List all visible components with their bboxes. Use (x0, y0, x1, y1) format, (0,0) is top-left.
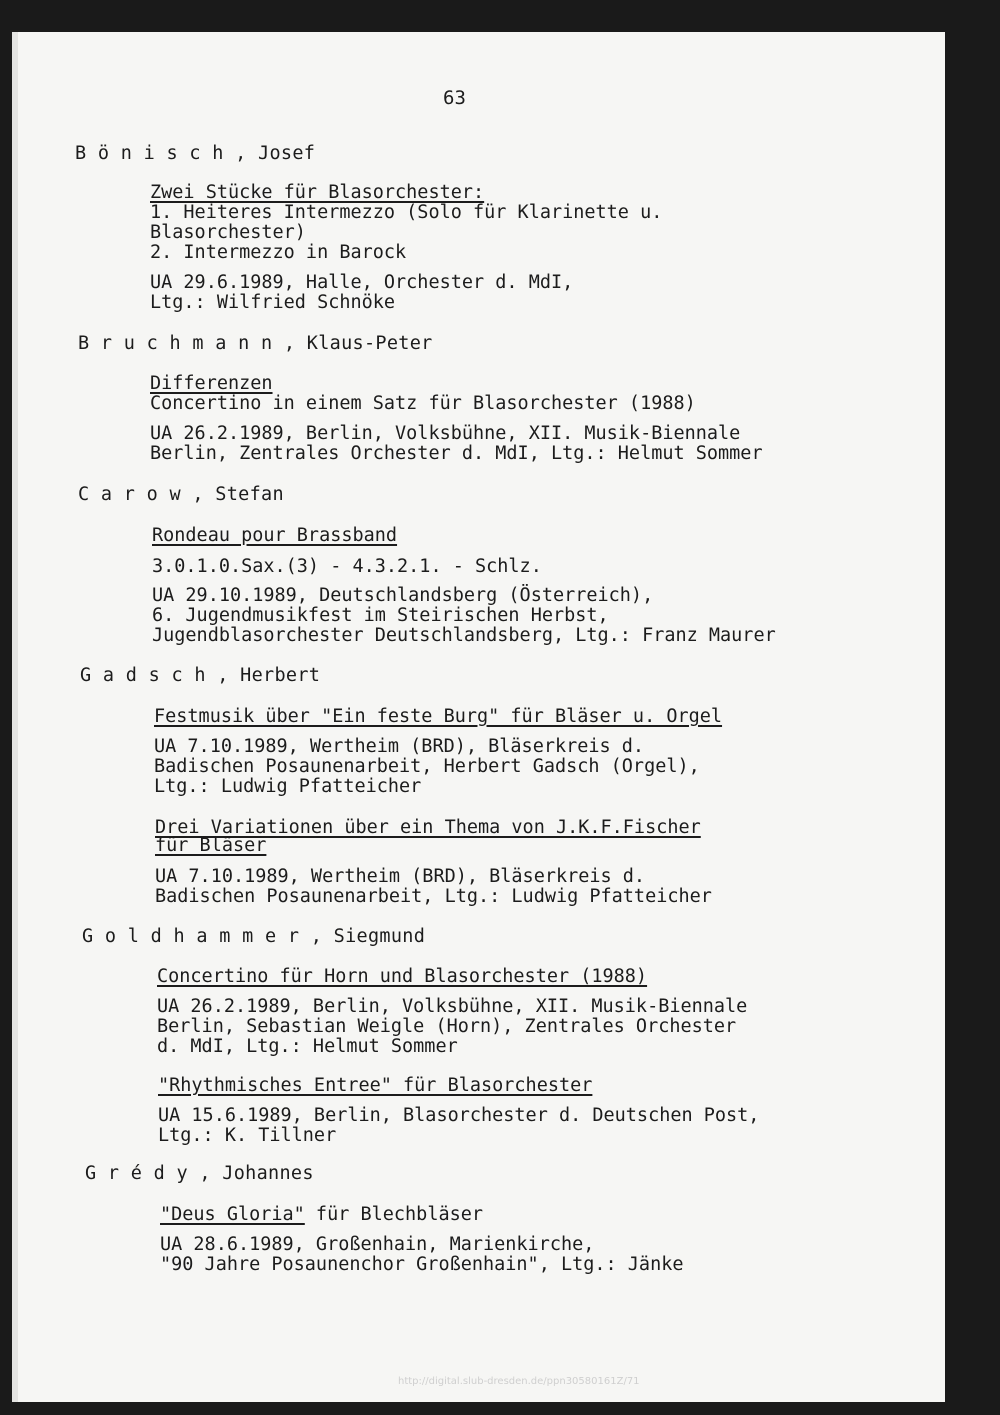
work-title: "Rhythmisches Entree" für Blasorchester (158, 1075, 593, 1096)
performance-line: UA 7.10.1989, Wertheim (BRD), Bläserkreis d. (154, 736, 645, 757)
work-title: Drei Variationen über ein Thema von J.K.F.Fischer (155, 817, 701, 838)
performance-line: UA 26.2.1989, Berlin, Volksbühne, XII. Musik-Biennale (150, 423, 741, 444)
composer-name: G r é d y , Johannes (85, 1163, 314, 1184)
performance-line: Badischen Posaunenarbeit, Ltg.: Ludwig Pfatteicher (155, 886, 712, 907)
work-title: Zwei Stücke für Blasorchester: (150, 182, 485, 203)
page-number: 63 (443, 87, 466, 109)
performance-line: d. MdI, Ltg.: Helmut Sommer (157, 1036, 458, 1057)
performance-line: UA 28.6.1989, Großenhain, Marienkirche, (160, 1234, 595, 1255)
performance-line: Jugendblasorchester Deutschlandsberg, Ltg.: Franz Maurer (152, 625, 776, 646)
footer-url: http://digital.slub-dresden.de/ppn30580161Z/71 (398, 1376, 640, 1387)
work-title: Differenzen (150, 373, 273, 394)
work-line: 2. Intermezzo in Barock (150, 242, 407, 263)
page-edge (12, 32, 18, 1402)
work-title (160, 1205, 483, 1225)
performance-line: Berlin, Sebastian Weigle (Horn), Zentrales Orchester (157, 1016, 737, 1037)
performance-line: 6. Jugendmusikfest im Steirischen Herbst, (152, 605, 609, 626)
performance-line: UA 29.6.1989, Halle, Orchester d. MdI, (150, 272, 574, 293)
work-line: 1. Heiteres Intermezzo (Solo für Klarinette u. (150, 202, 663, 223)
composer-name: G o l d h a m m e r , Siegmund (82, 926, 426, 947)
composer-name: B r u c h m a n n , Klaus-Peter (78, 333, 433, 354)
work-line: 3.0.1.0.Sax.(3) - 4.3.2.1. - Schlz. (152, 556, 542, 577)
composer-name: G a d s c h , Herbert (80, 665, 321, 686)
composer-name: B ö n i s c h , Josef (75, 143, 316, 164)
performance-line: Ltg.: Ludwig Pfatteicher (154, 776, 422, 797)
performance-line: Ltg.: K. Tillner (158, 1125, 337, 1146)
performance-line: "90 Jahre Posaunenchor Großenhain", Ltg.: Jänke (160, 1254, 684, 1275)
performance-line: Ltg.: Wilfried Schnöke (150, 292, 396, 313)
work-title: Rondeau pour Brassband (152, 525, 398, 546)
work-title: Concertino für Horn und Blasorchester (1988) (157, 966, 648, 987)
performance-line: Berlin, Zentrales Orchester d. MdI, Ltg.: Helmut Sommer (150, 443, 763, 464)
performance-line: UA 29.10.1989, Deutschlandsberg (Österreich), (152, 585, 654, 606)
composer-name: C a r o w , Stefan (78, 484, 284, 505)
work-title: Festmusik über "Ein feste Burg" für Bläser u. Orgel (154, 706, 723, 727)
work-line: Concertino in einem Satz für Blasorchester (1988) (150, 393, 696, 414)
performance-line: UA 7.10.1989, Wertheim (BRD), Bläserkreis d. (155, 866, 646, 887)
work-title-rest: für Blechbläser (304, 1204, 484, 1225)
performance-line: Badischen Posaunenarbeit, Herbert Gadsch (Orgel), (154, 756, 700, 777)
performance-line: UA 26.2.1989, Berlin, Volksbühne, XII. Musik-Biennale (157, 996, 748, 1017)
work-line: Blasorchester) (150, 222, 306, 243)
work-title-continued: für Bläser (155, 835, 267, 856)
work-title-underlined: "Deus Gloria" (160, 1204, 305, 1225)
performance-line: UA 15.6.1989, Berlin, Blasorchester d. Deutschen Post, (158, 1105, 760, 1126)
